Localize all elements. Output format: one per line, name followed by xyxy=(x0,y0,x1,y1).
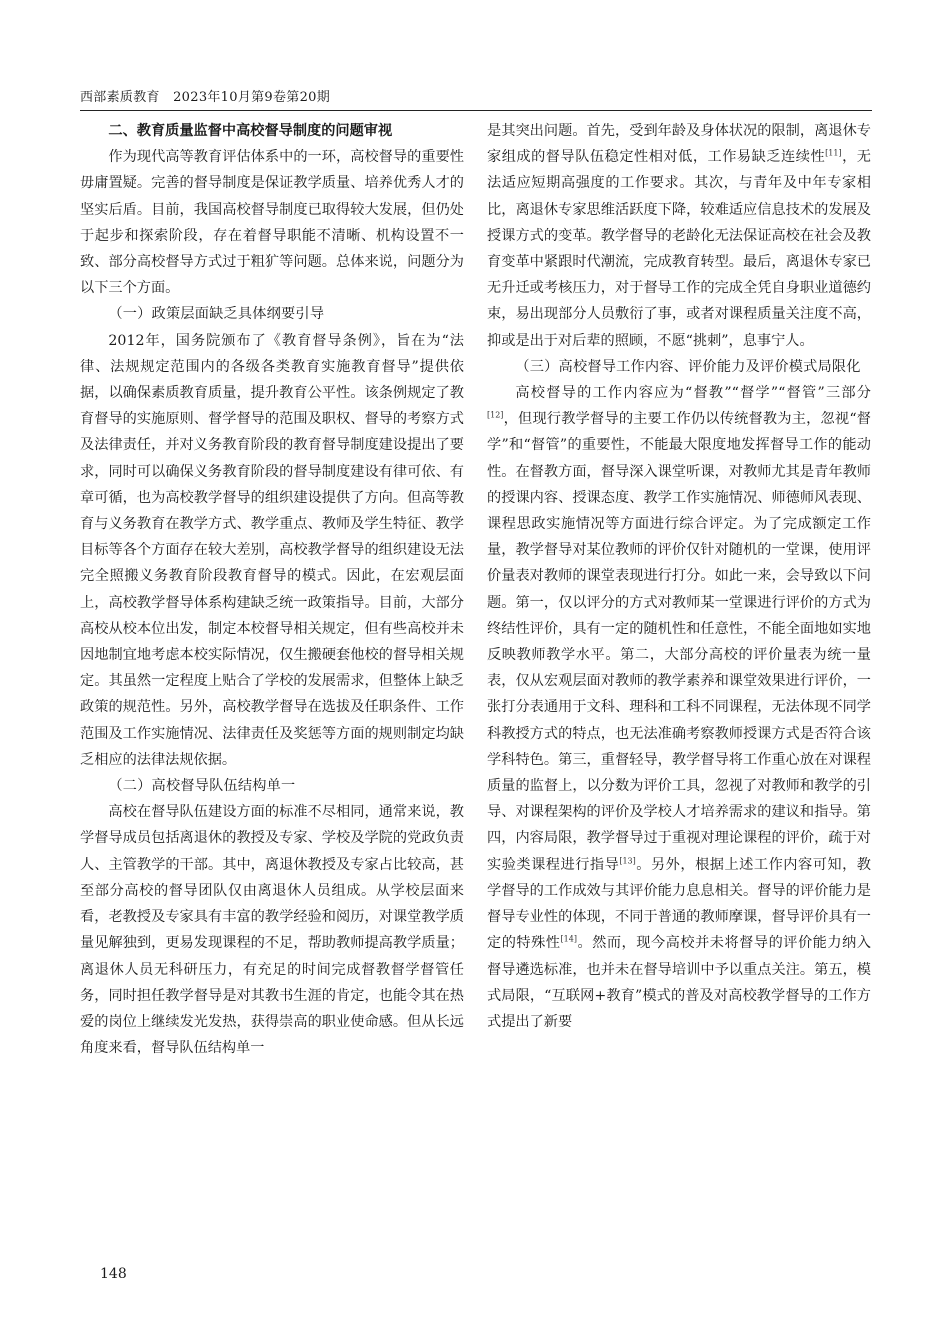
intro-paragraph: 作为现代高等教育评估体系中的一环，高校督导的重要性毋庸置疑。完善的督导制度是保证教学质量、培养优秀人才的坚实后盾。目前，我国高校督导制度已取得较大发展，但仍处于起步和探索阶段，存在着督导职能不清晰、机构设置不一致、部分高校督导方式过于粗犷等问题。总体来说，问题分为以下三个方面。 xyxy=(80,149,464,297)
right-column xyxy=(487,118,871,1035)
subsection-title-3: （三）高校督导工作内容、评价能力及评价模式局限化 xyxy=(515,358,861,375)
citation-ref: [12] xyxy=(487,410,504,420)
text-run: 。另外，根据上述工作内容可知，教学督导的工作成效与其评价能力息息相关。督导的评价能力是督导专业性的体现，不同于普通的教师摩课，督导评价具有一定的特殊性 xyxy=(487,856,871,952)
text-run: 高校督导的工作内容应为“督教”“督学”“督管”三部分 xyxy=(515,385,871,402)
header-rule xyxy=(80,110,872,111)
citation-ref: [11] xyxy=(825,148,842,158)
text-run: 是其突出问题。首先，受到年龄及身体状况的限制，离退休专家组成的督导队伍稳定性相对低，工作易缺乏连续性 xyxy=(487,123,871,166)
left-column xyxy=(80,118,464,1061)
running-header: 西部素质教育 2023年10月第9卷第20期 xyxy=(80,90,331,105)
subsection-2-paragraph: 高校在督导队伍建设方面的标准不尽相同，通常来说，教学督导成员包括离退休的教授及专家、学校及学院的党政负责人、主管教学的干部。其中，离退休教授及专家占比较高，甚至部分高校的督导团队仅由离退休人员组成。从学校层面来看，老教授及专家具有丰富的教学经验和阅历，对课堂教学质量见解独到，更易发现课程的不足，帮助教师提高教学质量；离退休人员无科研压力，有充足的时间完成督教督学督管任务，同时担任教学督导是对其教书生涯的肯定，也能令其在热爱的岗位上继续发光发热，获得崇高的职业使命感。但从长远角度来看，督导队伍结构单一 xyxy=(80,804,464,1057)
section-title: 二、教育质量监督中高校督导制度的问题审视 xyxy=(108,123,393,139)
subsection-1-paragraph: 2012年，国务院颁布了《教育督导条例》，旨在为“法律、法规规定范围内的各级各类教育实施教育督导”提供依据，以确保素质教育质量，提升教育公平性。该条例规定了教育督导的实施原则、督学督导的范围及职权、督导的考察方式及法律责任，并对义务教育阶段的教育督导制度建设提出了要求，同时可以确保义务教育阶段的督导制度建设有律可依、有章可循，也为高校教学督导的组织建设提供了方向。但高等教育与义务教育在教学方式、教学重点、教师及学生特征、教学目标等各个方面存在较大差别，高校教学督导的组织建设无法完全照搬义务教育阶段教育督导的模式。因此，在宏观层面上，高校教学督导体系构建缺乏统一政策指导。目前，大部分高校从校本位出发，制定本校督导相关规定，但有些高校并未因地制宜地考虑本校实际情况，仅生搬硬套他校的督导相关规定。其虽然一定程度上贴合了学校的发展需求，但整体上缺乏政策的规范性。另外，高校教学督导在选拔及任职条件、工作范围及工作实施情况、法律责任及奖惩等方面的规则制定均缺乏相应的法律法规依据。 xyxy=(80,332,464,768)
text-run: 。然而，现今高校并未将督导的评价能力纳入督导遴选标准，也并未在督导培训中予以重点关注。第五，模式局限，“互联网+教育”模式的普及对高校教学督导的工作方式提出了新要 xyxy=(487,935,871,1030)
page-number: 148 xyxy=(100,1266,127,1282)
subsection-title-2: （二）高校督导队伍结构单一 xyxy=(108,778,296,795)
continued-paragraph xyxy=(487,118,871,354)
text-run: ，无法适应短期高强度的工作要求。其次，与青年及中年专家相比，离退休专家思维活跃度下降，较难适应信息技术的发展及授课方式的变革。教学督导的老龄化无法保证高校在社会及教育变革中紧跟时代潮流，完成教育转型。最后，离退休专家已无升迁或考核压力，对于督导工作的完成全凭自身职业道德约束，易出现部分人员敷衍了事，或者对课程质量关注度不高，抑或是出于对后辈的照顾，不愿“挑刺”，息事宁人。 xyxy=(487,149,871,349)
subsection-title-1: （一）政策层面缺乏具体纲要引导 xyxy=(108,306,325,323)
citation-ref: [13] xyxy=(619,855,636,865)
citation-ref: [14] xyxy=(560,934,577,944)
subsection-3-paragraph xyxy=(487,380,871,1035)
text-run: ，但现行教学督导的主要工作仍以传统督教为主，忽视“督学”和“督管”的重要性，不能最大限度地发挥督导工作的能动性。在督教方面，督导深入课堂听课，对教师尤其是青年教师的授课内容、授课态度、教学工作实施情况、师德师风表现、课程思政实施情况等方面进行综合评定。为了完成额定工作量，教学督导对某位教师的评价仅针对随机的一堂课，使用评价量表对教师的课堂表现进行打分。如此一来，会导致以下问题。第一，仅以评分的方式对教师某一堂课进行评价的方式为终结性评价，具有一定的随机性和任意性，不能全面地如实地反映教师教学水平。第二，大部分高校的评价量表为统一量表，仅从宏观层面对教师的教学素养和课堂效果进行评价，一张打分表通用于文科、理科和工科不同课程，无法体现不同学科教授方式的特点，也无法准确考察教师授课方式是否符合该学科特色。第三，重督轻导，教学督导将工作重心放在对课程质量的监督上，以分数为评价工具，忽视了对教师和教学的引导、对课程架构的评价及学校人才培养需求的建议和指导。第四，内容局限，教学督导过于重视对理论课程的评价，疏于对实验类课程进行指导 xyxy=(487,411,871,873)
